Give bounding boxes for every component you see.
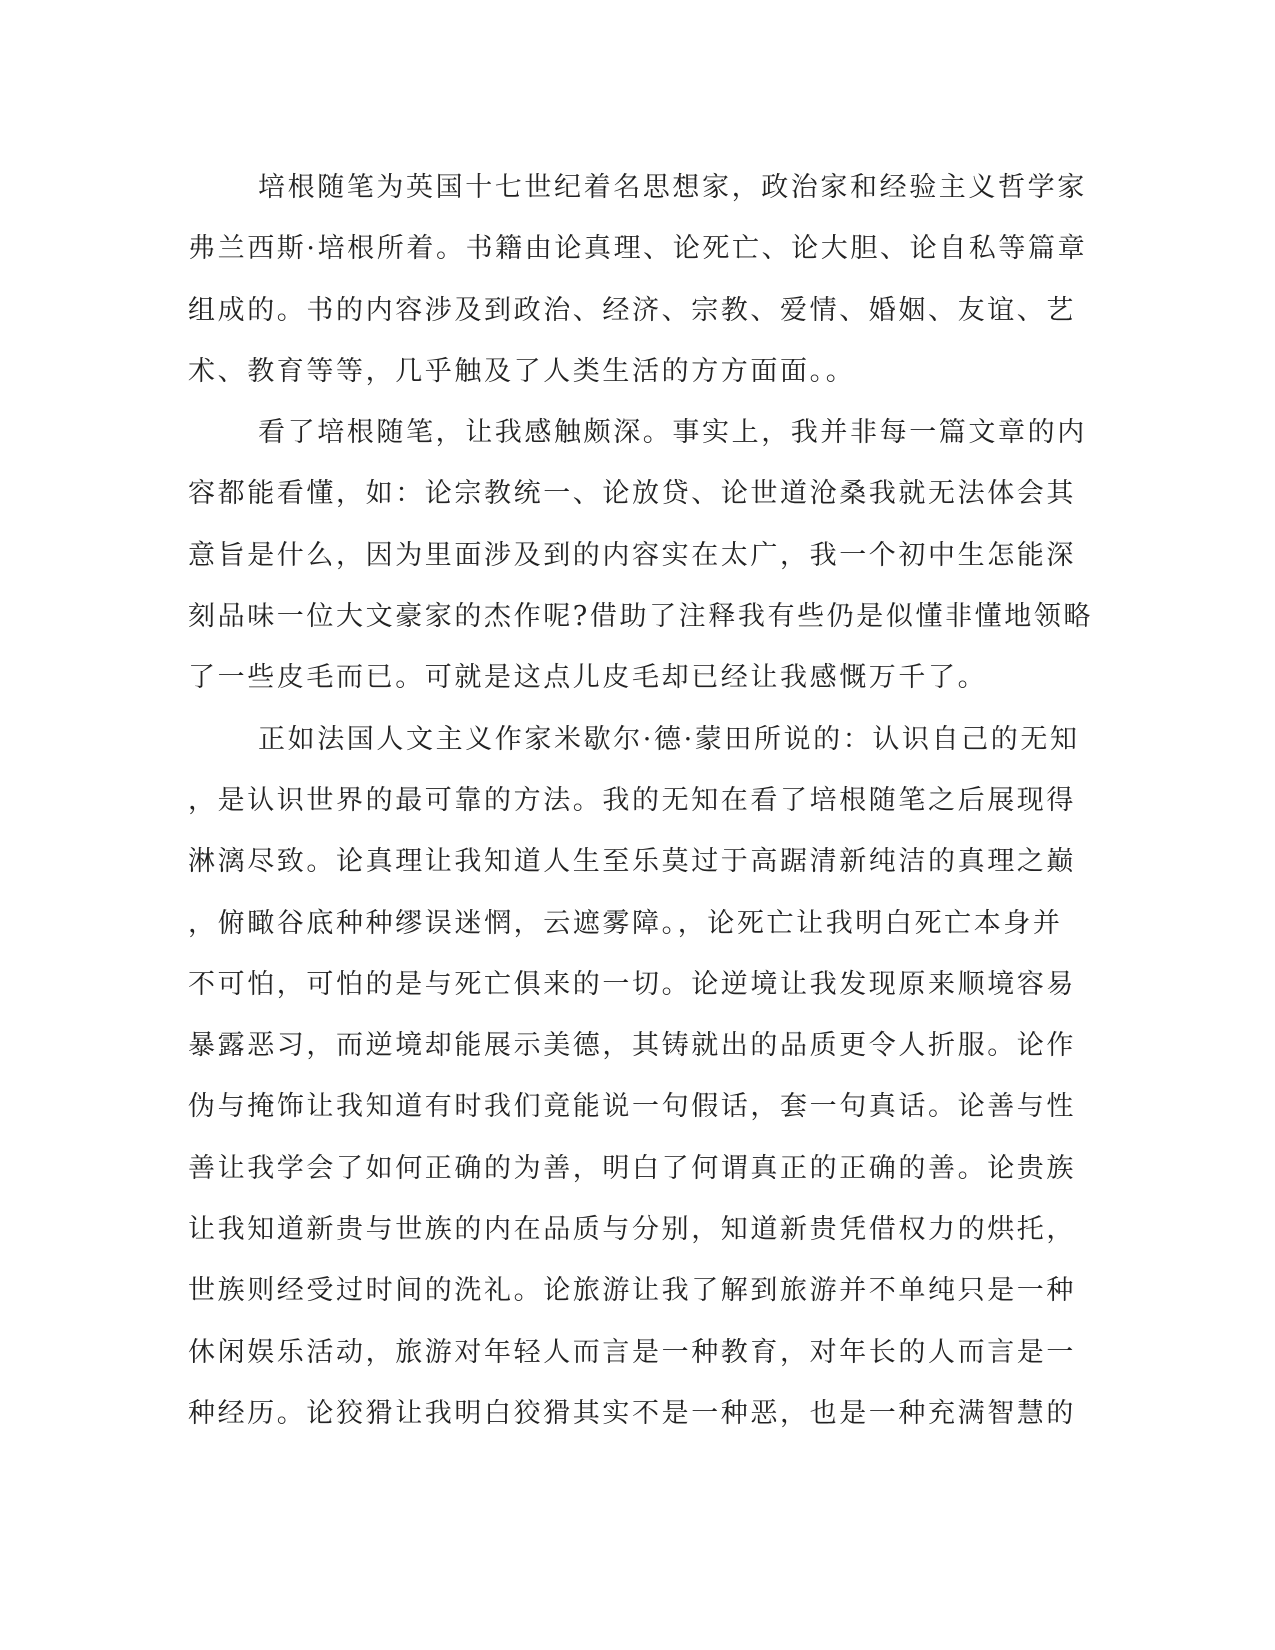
text-line: 弗兰西斯·培根所着。书籍由论真理、论死亡、论大胆、论自私等篇章 [188, 233, 1088, 265]
text-line: 善让我学会了如何正确的为善，明白了何谓真正的正确的善。论贵族 [188, 1152, 1076, 1184]
text-line: 淋漓尽致。论真理让我知道人生至乐莫过于高踞清新纯洁的真理之巅 [188, 846, 1076, 878]
text-line: 世族则经受过时间的洗礼。论旅游让我了解到旅游并不单纯只是一种 [188, 1275, 1076, 1307]
paragraph-2 [188, 402, 1094, 708]
text-line: 让我知道新贵与世族的内在品质与分别，知道新贵凭借权力的烘托， [188, 1214, 1076, 1246]
text-line: 正如法国人文主义作家米歇尔·德·蒙田所说的：认识自己的无知 [258, 723, 1080, 755]
text-line: 意旨是什么，因为里面涉及到的内容实在太广，我一个初中生怎能深 [188, 539, 1076, 571]
text-line: 培根随笔为英国十七世纪着名思想家，政治家和经验主义哲学家 [258, 172, 1087, 203]
text-line: 了一些皮毛而已。可就是这点儿皮毛却已经让我感慨万千了。 [188, 662, 988, 694]
paragraph-3 [188, 709, 1080, 1445]
text-line: 种经历。论狡猾让我明白狡猾其实不是一种恶，也是一种充满智慧的 [188, 1397, 1076, 1429]
text-line: 看了培根随笔，让我感触颇深。事实上，我并非每一篇文章的内 [258, 417, 1087, 449]
text-line: ，俯瞰谷底种种缪误迷惘，云遮雾障。，论死亡让我明白死亡本身并 [188, 907, 1063, 939]
text-line: ，是认识世界的最可靠的方法。我的无知在看了培根随笔之后展现得 [188, 784, 1076, 816]
text-line: 组成的。书的内容涉及到政治、经济、宗教、爱情、婚姻、友谊、艺 [188, 294, 1076, 326]
text-line: 暴露恶习，而逆境却能展示美德，其铸就出的品质更令人折服。论作 [188, 1030, 1076, 1062]
paragraph-1 [188, 157, 1088, 402]
text-line: 术、教育等等，几乎触及了人类生活的方方面面。。 [188, 355, 856, 387]
text-line: 容都能看懂，如：论宗教统一、论放贷、论世道沧桑我就无法体会其 [188, 478, 1076, 510]
document-body [188, 157, 1094, 1444]
text-line: 不可怕，可怕的是与死亡俱来的一切。论逆境让我发现原来顺境容易 [188, 968, 1076, 1000]
text-line: 休闲娱乐活动，旅游对年轻人而言是一种教育，对年长的人而言是一 [188, 1336, 1076, 1368]
text-line: 刻品味一位大文豪家的杰作呢?借助了注释我有些仍是似懂非懂地领略 [188, 601, 1094, 633]
text-line: 伪与掩饰让我知道有时我们竟能说一句假话，套一句真话。论善与性 [188, 1091, 1076, 1123]
